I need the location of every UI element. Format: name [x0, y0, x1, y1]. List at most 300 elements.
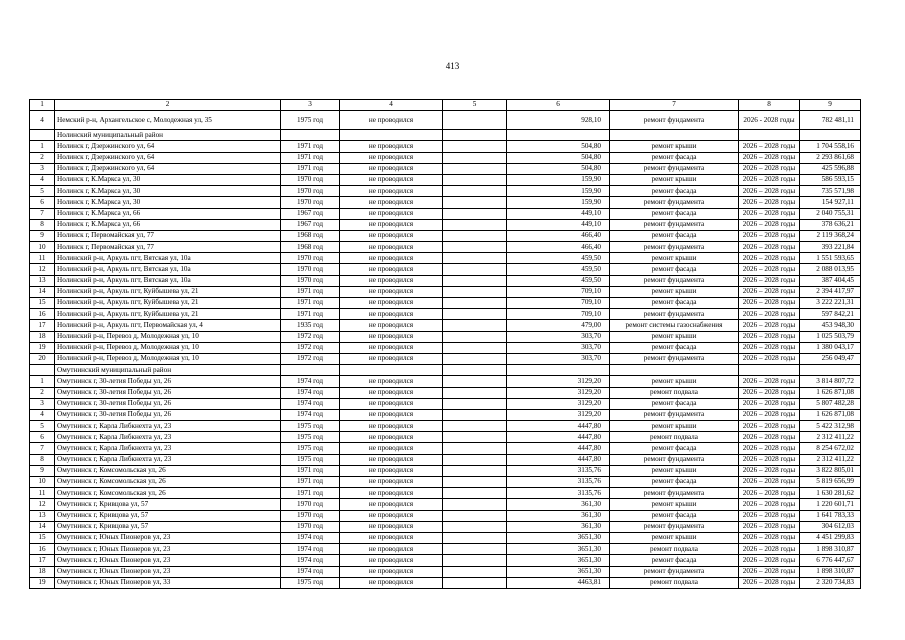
last-repair-cell: не проводился — [340, 387, 443, 398]
address-cell: Омутнинск г, Кривцова ул, 57 — [55, 521, 281, 532]
work-type-cell: ремонт крыши — [610, 174, 739, 185]
col-5-cell — [443, 499, 507, 510]
header-cell: 2 — [55, 100, 281, 111]
table-row — [30, 275, 861, 286]
area-cell: 479,00 — [507, 320, 610, 331]
table-row — [30, 376, 861, 387]
cost-cell: 1 898 310,87 — [800, 566, 861, 577]
work-type-cell: ремонт фасада — [610, 443, 739, 454]
section-title: Нолинский муниципальный район — [55, 130, 281, 141]
cost-cell: 1 025 503,79 — [800, 331, 861, 342]
area-cell: 159,90 — [507, 197, 610, 208]
build-year-cell: 1974 год — [281, 398, 340, 409]
address-cell: Нолинский р-н, Аркуль пгт, Куйбышева ул, 21 — [55, 309, 281, 320]
table-row — [30, 510, 861, 521]
build-year-cell: 1970 год — [281, 174, 340, 185]
address-cell: Омутнинск г, Юных Пионеров ул, 23 — [55, 544, 281, 555]
area-cell: 3129,20 — [507, 376, 610, 387]
build-year-cell: 1971 год — [281, 309, 340, 320]
work-type-cell: ремонт фасада — [610, 186, 739, 197]
period-cell: 2026 – 2028 годы — [739, 309, 800, 320]
address-cell: Омутнинск г, Юных Пионеров ул, 23 — [55, 555, 281, 566]
last-repair-cell: не проводился — [340, 544, 443, 555]
period-cell: 2026 – 2028 годы — [739, 174, 800, 185]
row-number-cell: 3 — [30, 398, 55, 409]
area-cell: 4447,80 — [507, 432, 610, 443]
last-repair-cell: не проводился — [340, 174, 443, 185]
cost-cell: 393 221,84 — [800, 242, 861, 253]
last-repair-cell: не проводился — [340, 477, 443, 488]
row-number-cell: 4 — [30, 174, 55, 185]
address-cell: Омутнинск г, Карла Либкнехта ул, 23 — [55, 432, 281, 443]
table-row — [30, 398, 861, 409]
period-cell: 2026 – 2028 годы — [739, 298, 800, 309]
period-cell: 2026 – 2028 годы — [739, 510, 800, 521]
build-year-cell: 1970 год — [281, 499, 340, 510]
address-cell: Омутнинск г, Комсомольская ул, 26 — [55, 488, 281, 499]
row-number-cell: 3 — [30, 163, 55, 174]
address-cell: Нолинский р-н, Аркуль пгт, Куйбышева ул, 21 — [55, 286, 281, 297]
cost-cell: 2 394 417,97 — [800, 286, 861, 297]
table-row — [30, 320, 861, 331]
section-cell-empty — [739, 365, 800, 376]
table-row — [30, 353, 861, 364]
table-row — [30, 163, 861, 174]
build-year-cell: 1974 год — [281, 387, 340, 398]
build-year-cell: 1970 год — [281, 264, 340, 275]
last-repair-cell: не проводился — [340, 242, 443, 253]
address-cell: Омутнинск г, 30-летия Победы ул, 26 — [55, 398, 281, 409]
area-cell: 504,80 — [507, 152, 610, 163]
work-type-cell: ремонт фасада — [610, 298, 739, 309]
work-type-cell: ремонт крыши — [610, 421, 739, 432]
row-number-cell: 6 — [30, 197, 55, 208]
address-cell: Омутнинск г, Юных Пионеров ул, 23 — [55, 566, 281, 577]
col-5-cell — [443, 432, 507, 443]
section-cell-empty — [610, 365, 739, 376]
col-5-cell — [443, 197, 507, 208]
work-type-cell: ремонт подвала — [610, 577, 739, 588]
col-5-cell — [443, 111, 507, 130]
row-number-cell: 8 — [30, 219, 55, 230]
row-number-cell: 7 — [30, 443, 55, 454]
address-cell: Немский р-н, Архангельское с, Молодежная ул, 35 — [55, 111, 281, 130]
period-cell: 2026 – 2028 годы — [739, 409, 800, 420]
col-5-cell — [443, 309, 507, 320]
cost-cell: 1 898 310,87 — [800, 544, 861, 555]
table-row — [30, 488, 861, 499]
area-cell: 3129,20 — [507, 387, 610, 398]
work-type-cell: ремонт подвала — [610, 432, 739, 443]
col-5-cell — [443, 320, 507, 331]
cost-cell: 735 571,98 — [800, 186, 861, 197]
area-cell: 3651,30 — [507, 544, 610, 555]
work-type-cell: ремонт фундамента — [610, 111, 739, 130]
period-cell: 2026 – 2028 годы — [739, 152, 800, 163]
area-cell: 709,10 — [507, 286, 610, 297]
work-type-cell: ремонт фундамента — [610, 454, 739, 465]
section-cell-empty — [800, 365, 861, 376]
col-5-cell — [443, 555, 507, 566]
address-cell: Нолинский р-н, Аркуль пгт, Первомайская ул, 4 — [55, 320, 281, 331]
period-cell: 2026 – 2028 годы — [739, 376, 800, 387]
col-5-cell — [443, 353, 507, 364]
last-repair-cell: не проводился — [340, 499, 443, 510]
area-cell: 159,90 — [507, 174, 610, 185]
address-cell: Омутнинск г, Кривцова ул, 57 — [55, 510, 281, 521]
area-cell: 504,80 — [507, 163, 610, 174]
build-year-cell: 1975 год — [281, 443, 340, 454]
last-repair-cell: не проводился — [340, 342, 443, 353]
col-5-cell — [443, 544, 507, 555]
period-cell: 2026 – 2028 годы — [739, 532, 800, 543]
last-repair-cell: не проводился — [340, 219, 443, 230]
build-year-cell: 1975 год — [281, 111, 340, 130]
last-repair-cell: не проводился — [340, 331, 443, 342]
address-cell: Нолинск г, Первомайская ул, 77 — [55, 230, 281, 241]
cost-cell: 1 704 558,16 — [800, 141, 861, 152]
area-cell: 361,30 — [507, 510, 610, 521]
table-row — [30, 477, 861, 488]
table-row — [30, 544, 861, 555]
period-cell: 2026 – 2028 годы — [739, 320, 800, 331]
build-year-cell: 1968 год — [281, 230, 340, 241]
address-cell: Нолинск г, Дзержинского ул, 64 — [55, 163, 281, 174]
section-cell-empty — [443, 130, 507, 141]
section-cell-empty — [30, 130, 55, 141]
table-row — [30, 532, 861, 543]
table-row — [30, 208, 861, 219]
work-type-cell: ремонт крыши — [610, 465, 739, 476]
build-year-cell: 1970 год — [281, 253, 340, 264]
build-year-cell: 1972 год — [281, 331, 340, 342]
last-repair-cell: не проводился — [340, 253, 443, 264]
period-cell: 2026 - 2028 годы — [739, 111, 800, 130]
period-cell: 2026 – 2028 годы — [739, 521, 800, 532]
row-number-cell: 12 — [30, 264, 55, 275]
col-5-cell — [443, 264, 507, 275]
last-repair-cell: не проводился — [340, 186, 443, 197]
cost-cell: 1 626 871,08 — [800, 409, 861, 420]
build-year-cell: 1972 год — [281, 353, 340, 364]
area-cell: 361,30 — [507, 499, 610, 510]
cost-cell: 3 822 805,01 — [800, 465, 861, 476]
address-cell: Омутнинск г, Карла Либкнехта ул, 23 — [55, 421, 281, 432]
address-cell: Омутнинск г, Кривцова ул, 57 — [55, 499, 281, 510]
row-number-cell: 18 — [30, 566, 55, 577]
col-5-cell — [443, 376, 507, 387]
table-row — [30, 409, 861, 420]
col-5-cell — [443, 577, 507, 588]
build-year-cell: 1974 год — [281, 409, 340, 420]
table-row — [30, 465, 861, 476]
work-type-cell: ремонт крыши — [610, 286, 739, 297]
build-year-cell: 1971 год — [281, 465, 340, 476]
col-5-cell — [443, 186, 507, 197]
work-type-cell: ремонт крыши — [610, 376, 739, 387]
period-cell: 2026 – 2028 годы — [739, 577, 800, 588]
col-5-cell — [443, 566, 507, 577]
period-cell: 2026 – 2028 годы — [739, 331, 800, 342]
last-repair-cell: не проводился — [340, 521, 443, 532]
work-type-cell: ремонт фасада — [610, 230, 739, 241]
period-cell: 2026 – 2028 годы — [739, 141, 800, 152]
work-type-cell: ремонт крыши — [610, 532, 739, 543]
address-cell: Нолинский р-н, Перевоз д, Молодежная ул, 10 — [55, 331, 281, 342]
last-repair-cell: не проводился — [340, 532, 443, 543]
work-type-cell: ремонт фасада — [610, 398, 739, 409]
period-cell: 2026 – 2028 годы — [739, 230, 800, 241]
address-cell: Нолинск г, К.Маркса ул, 30 — [55, 197, 281, 208]
area-cell: 466,40 — [507, 242, 610, 253]
row-number-cell: 18 — [30, 331, 55, 342]
cost-cell: 782 481,11 — [800, 111, 861, 130]
table-row — [30, 566, 861, 577]
cost-cell: 8 254 672,02 — [800, 443, 861, 454]
last-repair-cell: не проводился — [340, 510, 443, 521]
address-cell: Нолинск г, К.Маркса ул, 66 — [55, 208, 281, 219]
row-number-cell: 7 — [30, 208, 55, 219]
section-cell-empty — [739, 130, 800, 141]
cost-cell: 597 842,21 — [800, 309, 861, 320]
row-number-cell: 17 — [30, 555, 55, 566]
period-cell: 2026 – 2028 годы — [739, 186, 800, 197]
last-repair-cell: не проводился — [340, 264, 443, 275]
period-cell: 2026 – 2028 годы — [739, 208, 800, 219]
col-5-cell — [443, 141, 507, 152]
table-row — [30, 242, 861, 253]
address-cell: Нолинск г, Дзержинского ул, 64 — [55, 141, 281, 152]
cost-cell: 1 380 043,17 — [800, 342, 861, 353]
cost-cell: 1 551 593,65 — [800, 253, 861, 264]
build-year-cell: 1970 год — [281, 510, 340, 521]
col-5-cell — [443, 477, 507, 488]
area-cell: 3651,30 — [507, 566, 610, 577]
area-cell: 459,50 — [507, 264, 610, 275]
row-number-cell: 15 — [30, 298, 55, 309]
work-type-cell: ремонт фасада — [610, 152, 739, 163]
row-number-cell: 16 — [30, 544, 55, 555]
cost-cell: 387 404,45 — [800, 275, 861, 286]
area-cell: 303,70 — [507, 342, 610, 353]
col-5-cell — [443, 342, 507, 353]
cost-cell: 453 948,30 — [800, 320, 861, 331]
row-number-cell: 14 — [30, 286, 55, 297]
area-cell: 3135,76 — [507, 465, 610, 476]
table-row — [30, 111, 861, 130]
build-year-cell: 1974 год — [281, 544, 340, 555]
last-repair-cell: не проводился — [340, 443, 443, 454]
header-cell: 3 — [281, 100, 340, 111]
cost-cell: 378 636,21 — [800, 219, 861, 230]
work-type-cell: ремонт фасада — [610, 477, 739, 488]
work-type-cell: ремонт крыши — [610, 141, 739, 152]
table-row — [30, 174, 861, 185]
last-repair-cell: не проводился — [340, 465, 443, 476]
section-cell-empty — [30, 365, 55, 376]
area-cell: 303,70 — [507, 331, 610, 342]
row-number-cell: 11 — [30, 253, 55, 264]
period-cell: 2026 – 2028 годы — [739, 432, 800, 443]
cost-cell: 154 927,11 — [800, 197, 861, 208]
period-cell: 2026 – 2028 годы — [739, 387, 800, 398]
cost-cell: 3 814 807,72 — [800, 376, 861, 387]
period-cell: 2026 – 2028 годы — [739, 499, 800, 510]
row-number-cell: 5 — [30, 421, 55, 432]
period-cell: 2026 – 2028 годы — [739, 454, 800, 465]
row-number-cell: 8 — [30, 454, 55, 465]
period-cell: 2026 – 2028 годы — [739, 275, 800, 286]
cost-cell: 1 630 281,62 — [800, 488, 861, 499]
period-cell: 2026 – 2028 годы — [739, 253, 800, 264]
last-repair-cell: не проводился — [340, 230, 443, 241]
row-number-cell: 9 — [30, 230, 55, 241]
period-cell: 2026 – 2028 годы — [739, 566, 800, 577]
build-year-cell: 1975 год — [281, 577, 340, 588]
work-type-cell: ремонт фундамента — [610, 353, 739, 364]
work-type-cell: ремонт фасада — [610, 342, 739, 353]
row-number-cell: 15 — [30, 532, 55, 543]
table-row — [30, 309, 861, 320]
col-5-cell — [443, 454, 507, 465]
work-type-cell: ремонт подвала — [610, 544, 739, 555]
cost-cell: 1 220 601,71 — [800, 499, 861, 510]
cost-cell: 2 040 755,31 — [800, 208, 861, 219]
work-type-cell: ремонт фасада — [610, 555, 739, 566]
last-repair-cell: не проводился — [340, 376, 443, 387]
address-cell: Нолинский р-н, Аркуль пгт, Вятская ул, 10а — [55, 275, 281, 286]
last-repair-cell: не проводился — [340, 208, 443, 219]
table-row — [30, 219, 861, 230]
cost-cell: 1 641 783,33 — [800, 510, 861, 521]
area-cell: 709,10 — [507, 298, 610, 309]
period-cell: 2026 – 2028 годы — [739, 421, 800, 432]
period-cell: 2026 – 2028 годы — [739, 443, 800, 454]
section-cell-empty — [507, 365, 610, 376]
table-row — [30, 454, 861, 465]
table-row — [30, 186, 861, 197]
table-row — [30, 499, 861, 510]
build-year-cell: 1974 год — [281, 532, 340, 543]
row-number-cell: 4 — [30, 409, 55, 420]
period-cell: 2026 – 2028 годы — [739, 163, 800, 174]
area-cell: 459,50 — [507, 275, 610, 286]
col-5-cell — [443, 230, 507, 241]
address-cell: Омутнинск г, Юных Пионеров ул, 23 — [55, 532, 281, 543]
work-type-cell: ремонт фундамента — [610, 242, 739, 253]
last-repair-cell: не проводился — [340, 111, 443, 130]
cost-cell: 2 320 734,83 — [800, 577, 861, 588]
header-cell: 7 — [610, 100, 739, 111]
section-cell-empty — [281, 130, 340, 141]
col-5-cell — [443, 331, 507, 342]
header-cell: 8 — [739, 100, 800, 111]
build-year-cell: 1974 год — [281, 566, 340, 577]
cost-cell: 2 312 411,22 — [800, 454, 861, 465]
last-repair-cell: не проводился — [340, 163, 443, 174]
section-cell-empty — [281, 365, 340, 376]
period-cell: 2026 – 2028 годы — [739, 264, 800, 275]
last-repair-cell: не проводился — [340, 152, 443, 163]
period-cell: 2026 – 2028 годы — [739, 197, 800, 208]
period-cell: 2026 – 2028 годы — [739, 544, 800, 555]
address-cell: Омутнинск г, Юных Пионеров ул, 33 — [55, 577, 281, 588]
area-cell: 459,50 — [507, 253, 610, 264]
last-repair-cell: не проводился — [340, 398, 443, 409]
address-cell: Омутнинск г, 30-летия Победы ул, 26 — [55, 376, 281, 387]
area-cell: 3135,76 — [507, 477, 610, 488]
col-5-cell — [443, 174, 507, 185]
cost-cell: 5 422 312,98 — [800, 421, 861, 432]
cost-cell: 5 807 482,28 — [800, 398, 861, 409]
col-5-cell — [443, 488, 507, 499]
cost-cell: 425 596,88 — [800, 163, 861, 174]
area-cell: 3651,30 — [507, 555, 610, 566]
address-cell: Омутнинск г, Комсомольская ул, 26 — [55, 465, 281, 476]
area-cell: 4447,80 — [507, 443, 610, 454]
last-repair-cell: не проводился — [340, 197, 443, 208]
cost-cell: 5 819 656,99 — [800, 477, 861, 488]
header-cell: 4 — [340, 100, 443, 111]
work-type-cell: ремонт фасада — [610, 264, 739, 275]
area-cell: 303,70 — [507, 353, 610, 364]
cost-cell: 256 049,47 — [800, 353, 861, 364]
last-repair-cell: не проводился — [340, 298, 443, 309]
period-cell: 2026 – 2028 годы — [739, 286, 800, 297]
section-cell-empty — [340, 130, 443, 141]
col-5-cell — [443, 219, 507, 230]
last-repair-cell: не проводился — [340, 286, 443, 297]
table-row — [30, 421, 861, 432]
area-cell: 3129,20 — [507, 398, 610, 409]
work-type-cell: ремонт подвала — [610, 387, 739, 398]
row-number-cell: 5 — [30, 186, 55, 197]
last-repair-cell: не проводился — [340, 320, 443, 331]
work-type-cell: ремонт крыши — [610, 331, 739, 342]
period-cell: 2026 – 2028 годы — [739, 242, 800, 253]
work-type-cell: ремонт фасада — [610, 510, 739, 521]
build-year-cell: 1971 год — [281, 298, 340, 309]
address-cell: Омутнинск г, Комсомольская ул, 26 — [55, 477, 281, 488]
col-5-cell — [443, 387, 507, 398]
period-cell: 2026 – 2028 годы — [739, 353, 800, 364]
section-row — [30, 130, 861, 141]
table-row — [30, 577, 861, 588]
col-5-cell — [443, 398, 507, 409]
section-row — [30, 365, 861, 376]
build-year-cell: 1974 год — [281, 376, 340, 387]
work-type-cell: ремонт фундамента — [610, 309, 739, 320]
area-cell: 449,10 — [507, 208, 610, 219]
table-row — [30, 264, 861, 275]
address-cell: Нолинск г, К.Маркса ул, 30 — [55, 186, 281, 197]
row-number-cell: 13 — [30, 510, 55, 521]
work-type-cell: ремонт фасада — [610, 208, 739, 219]
last-repair-cell: не проводился — [340, 488, 443, 499]
row-number-cell: 20 — [30, 353, 55, 364]
row-number-cell: 19 — [30, 342, 55, 353]
header-cell: 5 — [443, 100, 507, 111]
row-number-cell: 16 — [30, 309, 55, 320]
last-repair-cell: не проводился — [340, 409, 443, 420]
table-row — [30, 555, 861, 566]
work-type-cell: ремонт фундамента — [610, 488, 739, 499]
period-cell: 2026 – 2028 годы — [739, 398, 800, 409]
row-number-cell: 2 — [30, 387, 55, 398]
col-5-cell — [443, 242, 507, 253]
work-type-cell: ремонт фундамента — [610, 275, 739, 286]
build-year-cell: 1967 год — [281, 208, 340, 219]
